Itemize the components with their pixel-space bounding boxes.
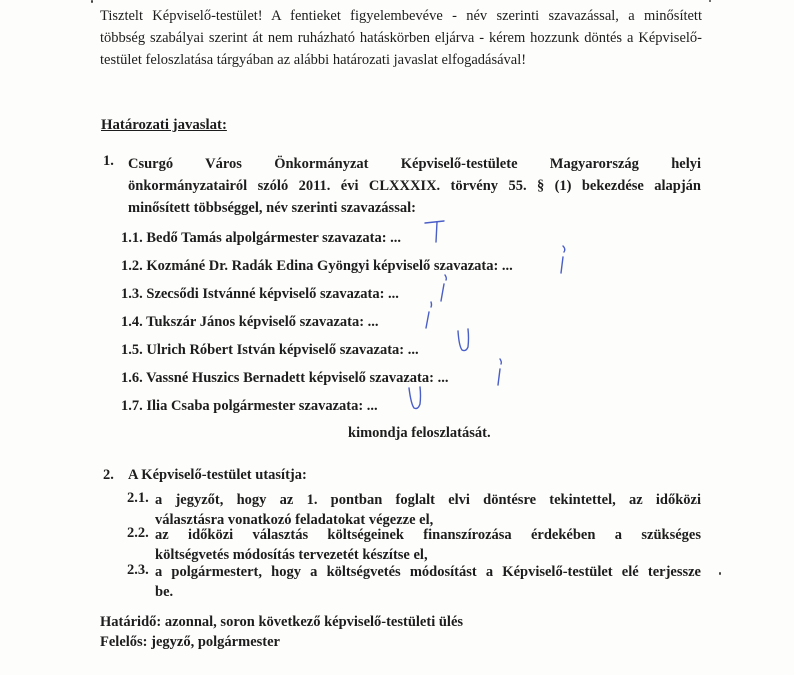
handwritten-yes-mark-2 (561, 246, 565, 273)
vote-number: 1.1. (121, 230, 143, 246)
sub-item-line: választásra vonatkozó feladatokat végezze el, (155, 512, 434, 528)
intro-line: többség szabályai szerint át nem ruházható hatáskörben eljárva - kérem hozzunk döntés a Képviselő- (100, 30, 702, 46)
scan-speck (719, 572, 721, 575)
sub-item-text (155, 490, 701, 530)
handwritten-yes-mark-3 (441, 275, 446, 301)
vote-number: 1.7. (121, 398, 143, 414)
sub-item-line: a jegyzőt, hogy az 1. pontban foglalt elvi döntésre tekintettel, az időközi (155, 492, 701, 508)
sub-item-line: költségvetés módosítás tervezetét készítse el, (155, 547, 428, 563)
point-1-line: Csurgó Város Önkormányzat Képviselő-testülete Magyarország helyi (128, 156, 701, 172)
responsible-text: Felelős: jegyző, polgármester (100, 634, 280, 650)
sub-item-text (155, 562, 701, 602)
point-2-number: 2. (103, 467, 114, 483)
intro-line: testület feloszlatása tárgyában az alábbi határozati javaslat elfogadásával! (100, 52, 527, 68)
vote-text: Ulrich Róbert István képviselő szavazata: ... (146, 342, 419, 358)
vote-text: Bedő Tamás alpolgármester szavazata: ... (146, 230, 402, 246)
vote-text: Kozmáné Dr. Radák Edina Gyöngyi képviselő szavazata: ... (146, 258, 513, 274)
handwritten-yes-mark-6 (498, 359, 501, 385)
handwritten-yes-mark-4 (426, 302, 432, 328)
sub-item-text (155, 525, 701, 565)
vote-text: Ilia Csaba polgármester szavazata: ... (146, 398, 378, 414)
conclusion-text: kimondja feloszlatását. (348, 425, 491, 441)
vote-number: 1.2. (121, 258, 143, 274)
sub-item-number: 2.1. (127, 490, 149, 506)
sub-item-line: be. (155, 584, 174, 600)
scan-speck (709, 0, 711, 2)
sub-item-number: 2.3. (127, 562, 149, 578)
point-1-line: önkormányzatairól szóló 2011. évi CLXXXIX. törvény 55. § (1) bekezdése alapján (128, 178, 701, 194)
point-2-title: A Képviselő-testület utasítja: (128, 467, 307, 483)
handwritten-yes-mark-1 (425, 221, 444, 242)
sub-item-line: a polgármestert, hogy a költségvetés módosítást a Képviselő-testület elé terjessze (155, 564, 701, 580)
vote-number: 1.3. (121, 286, 143, 302)
handwritten-no-mark-7 (409, 387, 421, 409)
vote-number: 1.4. (121, 314, 143, 330)
vote-number: 1.5. (121, 342, 143, 358)
handwritten-no-mark-5 (458, 329, 469, 351)
intro-line: Tisztelt Képviselő-testület! A fentieket figyelembevéve - név szerinti szavazással, a minősített (100, 8, 702, 24)
point-1-number: 1. (103, 153, 114, 169)
vote-number: 1.6. (121, 370, 143, 386)
sub-item-number: 2.2. (127, 525, 149, 541)
scan-speck (91, 0, 93, 3)
point-1-line: minősített többséggel, név szerinti szavazással: (128, 200, 416, 216)
vote-text: Tukszár János képviselő szavazata: ... (146, 314, 379, 330)
resolution-heading: Határozati javaslat: (101, 117, 227, 133)
deadline-text: Határidő: azonnal, soron következő képviselő-testületi ülés (100, 614, 464, 630)
vote-text: Vassné Huszics Bernadett képviselő szavazata: ... (146, 370, 449, 386)
vote-text: Szecsődi Istvánné képviselő szavazata: ... (146, 286, 399, 302)
sub-item-line: az időközi választás költségeinek finanszírozása érdekében a szükséges (155, 527, 701, 543)
